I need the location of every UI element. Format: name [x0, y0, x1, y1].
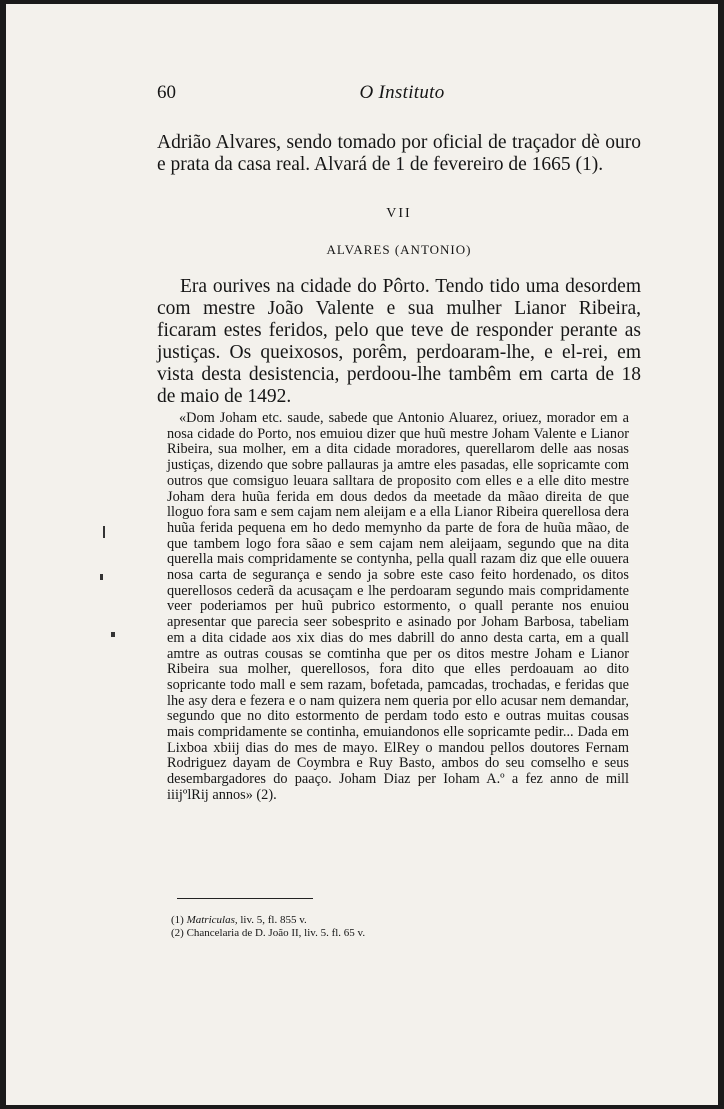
footnote-divider [177, 898, 313, 899]
section-heading: ALVARES (ANTONIO) [326, 242, 472, 257]
margin-mark [103, 526, 105, 538]
running-title: O Instituto [359, 82, 445, 103]
footnote-text: liv. 5, fl. 855 v. [240, 914, 307, 926]
margin-mark [111, 632, 115, 637]
footnote-2 [171, 927, 591, 940]
page-number: 60 [157, 82, 176, 103]
footnote-title: Matriculas, [186, 914, 238, 926]
footnote-1 [171, 914, 591, 927]
intro-paragraph: Adrião Alvares, sendo tomado por oficial de traçador dè ouro e prata da casa real. Alvará de 1 de fevereiro de 1665 (1). [157, 132, 641, 175]
margin-mark [100, 574, 103, 580]
page-header [157, 82, 647, 108]
section-number: VII [386, 206, 412, 221]
footnote-marker: (2) [171, 927, 184, 939]
footnote-text: Chancelaria de D. João II, liv. 5. fl. 65 v. [186, 927, 366, 939]
document-page [6, 4, 718, 1105]
footnote-marker: (1) [171, 914, 184, 926]
main-paragraph: Era ourives na cidade do Pôrto. Tendo tido uma desordem com mestre João Valente e sua mulher Lianor Ribeira, ficaram estes feridos, pelo que teve de responder perante as justiças. Os queixosos, porêm, perdoaram-lhe, e el-rei, em vista desta desistencia, perdoou-lhe tambêm em carta de 18 de maio de 1492. [157, 276, 641, 407]
footnotes [171, 914, 591, 940]
document-quotation: «Dom Joham etc. saude, sabede que Antonio Aluarez, oriuez, morador em a nosa cidade do Porto, nos emuiou dizer que huũ mestre Joham Valente e Lianor Ribeira, sua molher, em a dita cidade moradores, querellarom delle aas nosas justiças, dizendo que sobre pallauras ja amtre eles pasadas, elle sopricamte com outros que comsiguo leuara salltara de proposito com elles e a elle dito mestre Joham dera huũa ferida em dous dedos da meetade da mãao direita de que lloguo fora sam e sem cajam nem aleijam e a ella Lianor Ribeira querellosa dera huũa ferida pequena em ho dedo memynho da parte de fora de huũa mãao, de que tambem logo fora sãao e sem cajam nem aleijaam, segundo que na dita querella mais compridamente se contynha, pella quall razam diz que elle ouuera nosa carta de segurança e sendo ja sobre este caso feito hordenado, os ditos querellosos cederã da acusaçam e lhe perdoaram segundo mais compridamente veer poderiamos per huũ pubrico estormento, o quall perante nos enuiou apresentar que parecia seer sobesprito e asinado por Joham Barbosa, tabeliam em a dita cidade aos xix dias do mes dabrill do anno desta carta, em a quall amtre as outras cousas se comtinha que per os ditos mestre Joham e Lianor Ribeira sua molher, querellosos, fora dito que elles perdoauam ao dito sopricante todo mall e sem razam, bofetada, pamcadas, trochadas, e feridas que lhe asy dera e fezera e o nam quizera nem queria por ello acusar nem demandar, segundo que no dito estormento de perdam todo esto e outras muitas cousas mais compridamente se continha, emuiandonos elle sopricamte pedir... Dada em Lixboa xbiij dias do mes de mayo. ElRey o mandou pellos doutores Fernam Rodriguez dayam de Coymbra e Ruy Basto, ambos do seu comselho e seus desembargadores do paaço. Joham Diaz per Ioham A.º a fez anno de mill iiijºlRij annos» (2). [167, 410, 629, 803]
